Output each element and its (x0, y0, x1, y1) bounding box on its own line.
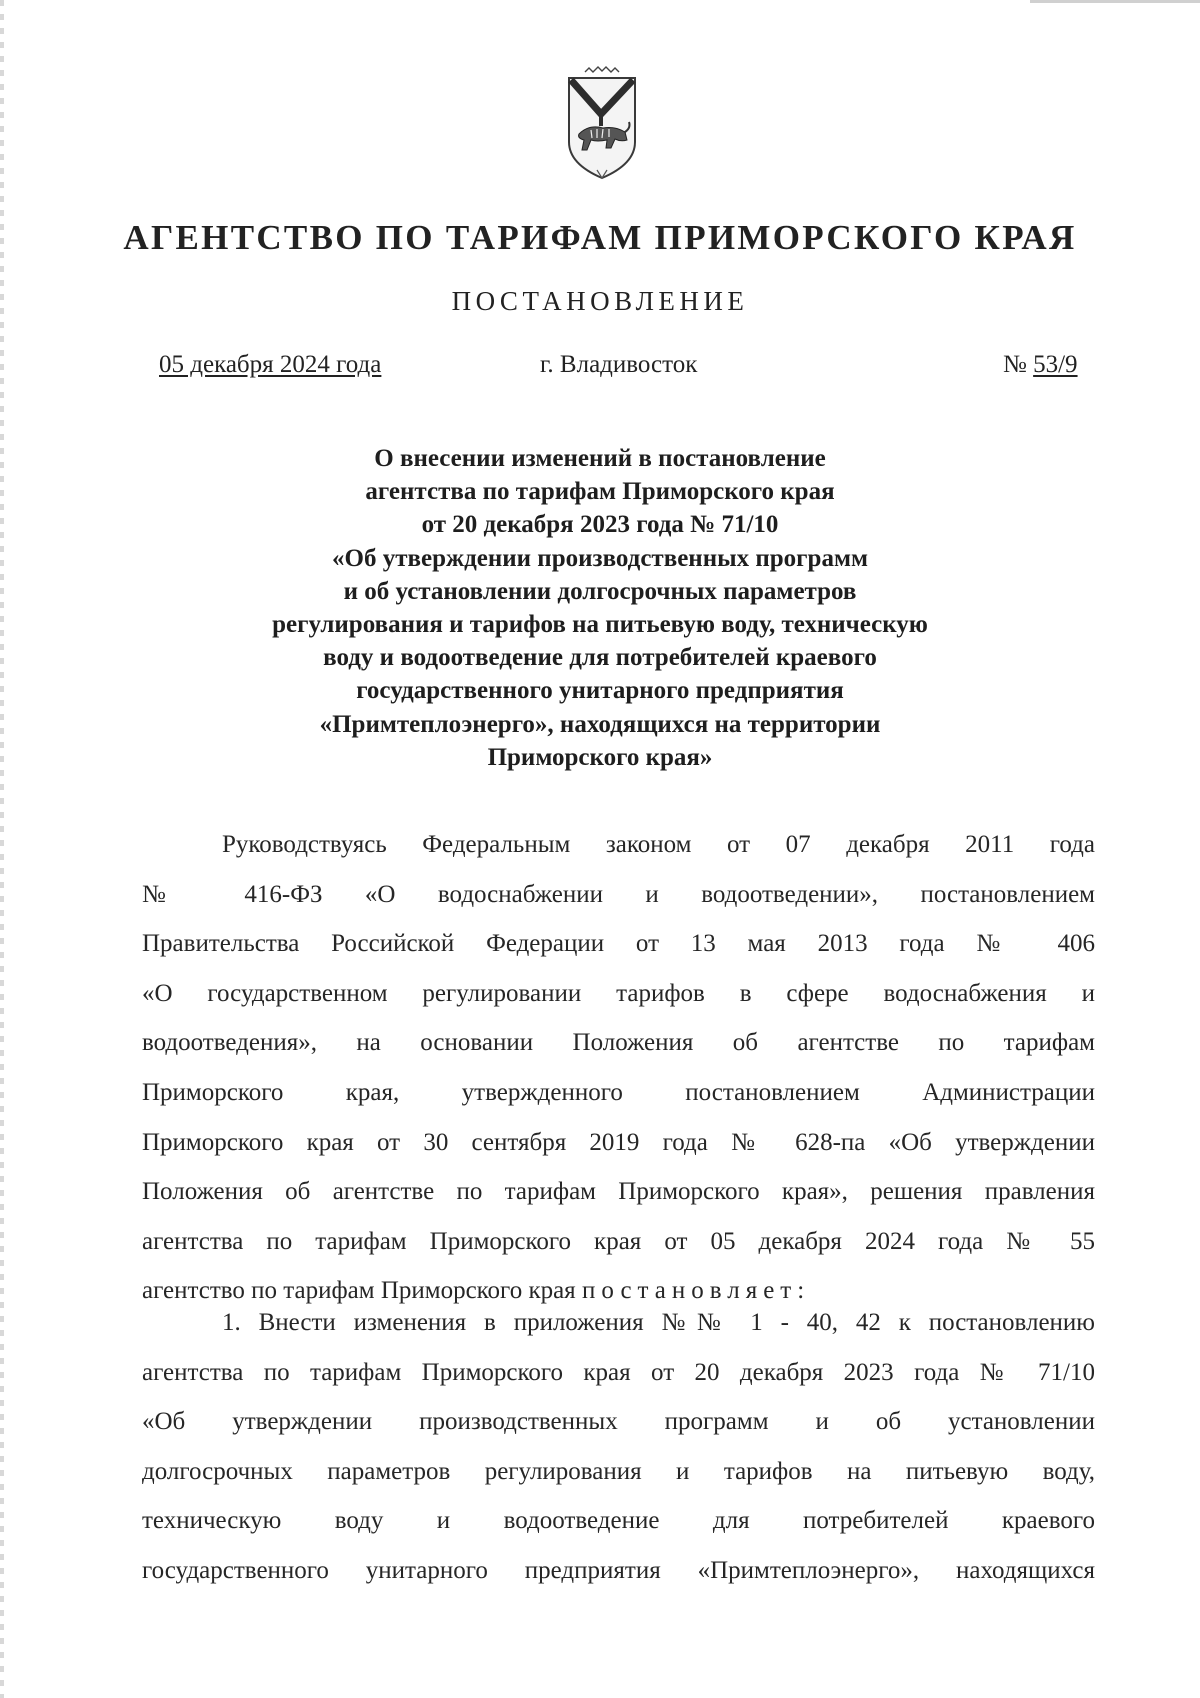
paragraph-line: 1. Внести изменения в приложения №№ 1 - 40, 42 к постановлению (222, 1309, 1095, 1336)
preamble-paragraph (142, 820, 1095, 1316)
number-prefix: № (1003, 351, 1034, 378)
paragraph-line: долгосрочных параметров регулирования и тарифов на питьевую воду, (142, 1457, 1095, 1485)
document-number (1003, 351, 1084, 379)
paragraph-line: агентства по тарифам Приморского края от 05 декабря 2024 года № 55 (142, 1227, 1095, 1255)
paragraph-line: водоотведения», на основании Положения об агентстве по тарифам (142, 1029, 1095, 1057)
document-city: г. Владивосток (540, 351, 698, 378)
heading-line: О внесении изменений в постановление (374, 445, 826, 472)
paragraph-line: агентства по тарифам Приморского края от 20 декабря 2023 года № 71/10 (142, 1358, 1095, 1386)
heading-line: агентства по тарифам Приморского края (365, 478, 835, 506)
heading-line: и об установлении долгосрочных параметров (343, 577, 857, 605)
heading-line: Приморского края» (487, 743, 713, 771)
paragraph-line: Правительства Российской Федерации от 13 мая 2013 года № 406 (142, 930, 1095, 958)
resolution-subject: агентство по тарифам Приморского края (142, 1277, 582, 1305)
paragraph-line: техническую воду и водоотведение для потребителей краевого (142, 1507, 1095, 1535)
heading-line: воду и водоотведение для потребителей краевого (323, 644, 877, 672)
scan-top-artifact (1030, 0, 1200, 3)
coat-of-arms-icon (565, 66, 639, 184)
heading-line: «Примтеплоэнерго», находящихся на территории (319, 710, 881, 738)
paragraph-line: Руководствуясь Федеральным законом от 07 декабря 2011 года (222, 831, 1095, 858)
clause-1-paragraph (142, 1298, 1095, 1596)
paragraph-line: государственного унитарного предприятия «Примтеплоэнерго», находящихся (142, 1556, 1095, 1584)
organization-title: АГЕНТСТВО ПО ТАРИФАМ ПРИМОРСКОГО КРАЯ (123, 218, 1077, 257)
paragraph-line: Положения об агентстве по тарифам Приморского края», решения правления (142, 1178, 1095, 1206)
paragraph-line: «О государственном регулировании тарифов в сфере водоснабжения и (142, 979, 1095, 1007)
paragraph-line: № 416-ФЗ «О водоснабжении и водоотведении», постановлением (142, 880, 1095, 908)
paragraph-line: Приморского края, утвержденного постановлением Администрации (142, 1078, 1095, 1106)
document-date: 05 декабря 2024 года (159, 351, 382, 378)
document-heading (150, 442, 1050, 774)
number-value: 53/9 (1033, 351, 1078, 378)
heading-line: регулирования и тарифов на питьевую воду, техническую (272, 611, 928, 639)
document-type: ПОСТАНОВЛЕНИЕ (451, 286, 749, 316)
paragraph-line: Приморского края от 30 сентября 2019 года № 628-па «Об утверждении (142, 1128, 1095, 1156)
paragraph-line: «Об утверждении производственных программ и об установлении (142, 1408, 1095, 1436)
heading-line: от 20 декабря 2023 года № 71/10 (421, 511, 779, 539)
heading-line: государственного унитарного предприятия (356, 677, 844, 705)
heading-line: «Об утверждении производственных программ (332, 544, 868, 572)
resolution-verb: постановляет: (581, 1277, 811, 1305)
